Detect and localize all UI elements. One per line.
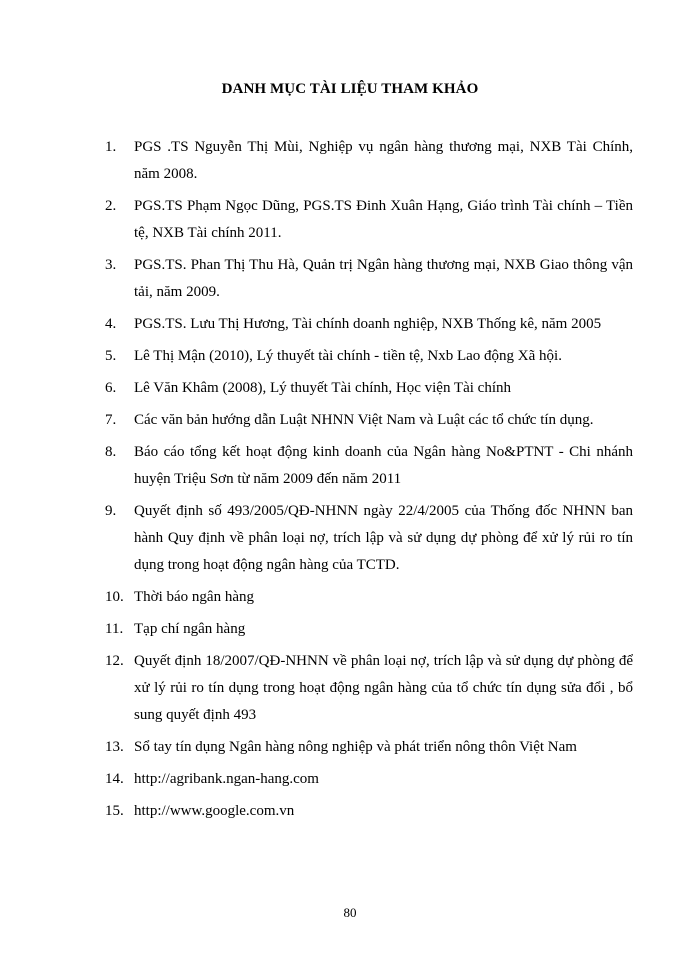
reference-text: PGS .TS Nguyễn Thị Mùi, Nghiệp vụ ngân hàng thương mại, NXB Tài Chính, năm 2008. bbox=[134, 139, 633, 182]
reference-number: 4. bbox=[105, 316, 117, 332]
reference-text: PGS.TS. Phan Thị Thu Hà, Quản trị Ngân hàng thương mại, NXB Giao thông vận tải, năm 2009. bbox=[134, 257, 633, 300]
reference-text: Các văn bản hướng dẫn Luật NHNN Việt Nam và Luật các tổ chức tín dụng. bbox=[134, 412, 594, 428]
reference-link: http://www.google.com.vn bbox=[134, 803, 295, 819]
reference-item bbox=[0, 766, 700, 793]
reference-item bbox=[0, 498, 700, 579]
reference-number: 3. bbox=[105, 257, 117, 273]
reference-text: Báo cáo tổng kết hoạt động kinh doanh của Ngân hàng No&PTNT - Chi nhánh huyện Triệu Sơn từ năm 2009 đến năm 2011 bbox=[134, 444, 633, 487]
reference-item bbox=[0, 616, 700, 643]
reference-link: http://agribank.ngan-hang.com bbox=[134, 771, 319, 787]
reference-number: 13. bbox=[105, 739, 124, 755]
reference-item bbox=[0, 193, 700, 247]
reference-item bbox=[0, 439, 700, 493]
reference-list bbox=[0, 134, 700, 830]
reference-text: PGS.TS Phạm Ngọc Dũng, PGS.TS Đinh Xuân Hạng, Giáo trình Tài chính – Tiền tệ, NXB Tài chính 2011. bbox=[134, 198, 633, 241]
reference-number: 9. bbox=[105, 503, 117, 519]
reference-number: 7. bbox=[105, 412, 117, 428]
page-number: 80 bbox=[343, 905, 357, 920]
reference-number: 8. bbox=[105, 444, 117, 460]
reference-number: 10. bbox=[105, 589, 124, 605]
reference-text: Lê Văn Khâm (2008), Lý thuyết Tài chính, Học viện Tài chính bbox=[134, 380, 511, 396]
reference-item bbox=[0, 311, 700, 338]
reference-number: 14. bbox=[105, 771, 124, 787]
reference-item bbox=[0, 252, 700, 306]
reference-text: Tạp chí ngân hàng bbox=[134, 621, 246, 637]
reference-item bbox=[0, 584, 700, 611]
reference-number: 2. bbox=[105, 198, 117, 214]
reference-number: 6. bbox=[105, 380, 117, 396]
reference-item bbox=[0, 375, 700, 402]
reference-number: 11. bbox=[105, 621, 124, 637]
reference-item bbox=[0, 134, 700, 188]
reference-number: 15. bbox=[105, 803, 124, 819]
page-title: DANH MỤC TÀI LIỆU THAM KHẢO bbox=[221, 81, 479, 97]
reference-text: Quyết định số 493/2005/QĐ-NHNN ngày 22/4/2005 của Thống đốc NHNN ban hành Quy định về phân loại nợ, trích lập và sử dụng dự phòng để xử lý rủi ro tín dụng trong hoạt động ngân hàng của TCTD. bbox=[134, 503, 633, 573]
reference-item bbox=[0, 407, 700, 434]
reference-item bbox=[0, 343, 700, 370]
reference-number: 5. bbox=[105, 348, 117, 364]
reference-item bbox=[0, 734, 700, 761]
reference-item bbox=[0, 798, 700, 825]
reference-text: Sổ tay tín dụng Ngân hàng nông nghiệp và phát triển nông thôn Việt Nam bbox=[134, 739, 577, 755]
reference-item bbox=[0, 648, 700, 729]
reference-number: 12. bbox=[105, 653, 124, 669]
reference-text: Thời báo ngân hàng bbox=[134, 589, 254, 605]
reference-text: Quyết định 18/2007/QĐ-NHNN về phân loại nợ, trích lập và sử dụng dự phòng để xử lý rủi ro tín dụng trong hoạt động ngân hàng của tổ chức tín dụng sửa đổi , bổ sung quyết định 493 bbox=[134, 653, 633, 723]
reference-text: Lê Thị Mận (2010), Lý thuyết tài chính - tiền tệ, Nxb Lao động Xã hội. bbox=[134, 348, 562, 364]
reference-number: 1. bbox=[105, 139, 117, 155]
reference-text: PGS.TS. Lưu Thị Hương, Tài chính doanh nghiệp, NXB Thống kê, năm 2005 bbox=[134, 316, 602, 332]
